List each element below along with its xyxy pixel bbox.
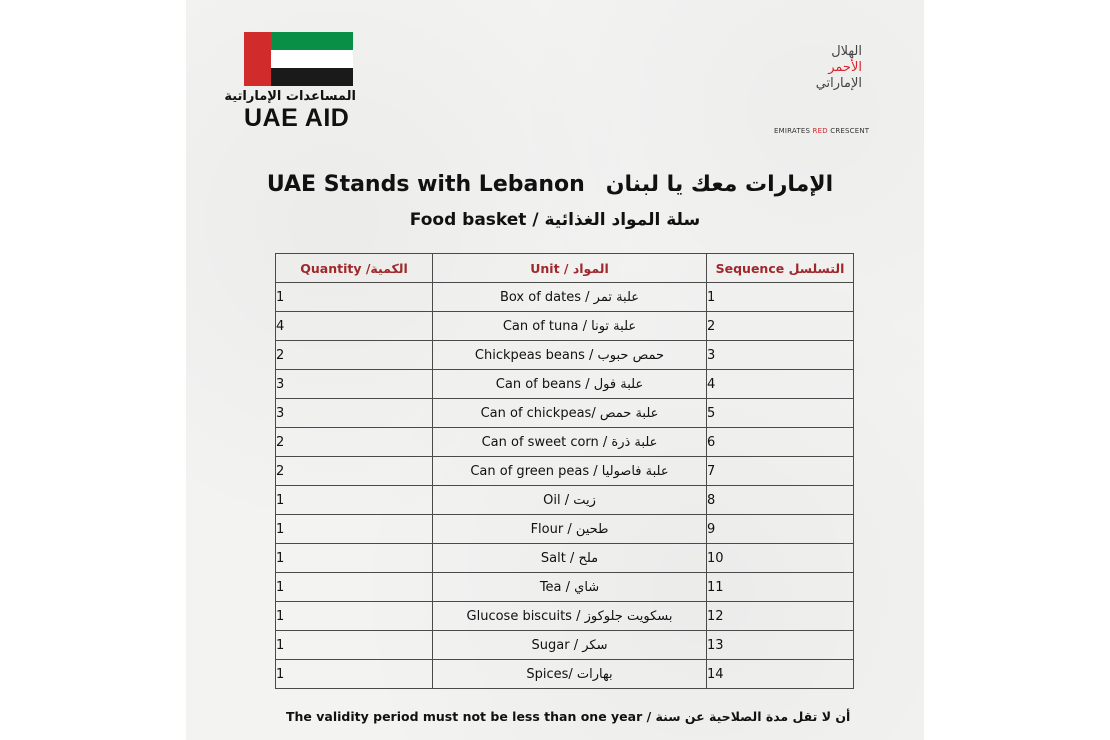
- unit-cell: Can of sweet corn / علبة ذرة: [433, 428, 707, 457]
- quantity-cell: 1: [276, 515, 433, 544]
- table-row: [276, 457, 854, 486]
- sequence-cell: 4: [707, 370, 854, 399]
- red-crescent-arabic-name: [802, 44, 862, 92]
- page-title: [250, 172, 850, 197]
- table-row: [276, 515, 854, 544]
- quantity-cell: 1: [276, 486, 433, 515]
- uae-aid-logo: [224, 32, 356, 132]
- table-row: [276, 602, 854, 631]
- table-row: [276, 370, 854, 399]
- sequence-cell: 1: [707, 283, 854, 312]
- table-row: [276, 486, 854, 515]
- table-row: [276, 660, 854, 689]
- validity-footnote: The validity period must not be less than one year / أن لا تقل مدة الصلاحية عن سنة: [286, 709, 851, 724]
- unit-cell: Can of green peas / علبة فاصوليا: [433, 457, 707, 486]
- unit-cell: Flour / طحين: [433, 515, 707, 544]
- title-english: UAE Stands with Lebanon: [266, 172, 585, 197]
- unit-cell: Glucose biscuits / بسكويت جلوكوز: [433, 602, 707, 631]
- unit-cell: Box of dates / علبة تمر: [433, 283, 707, 312]
- sequence-cell: 7: [707, 457, 854, 486]
- quantity-cell: 1: [276, 602, 433, 631]
- quantity-cell: 1: [276, 573, 433, 602]
- quantity-cell: 2: [276, 341, 433, 370]
- unit-cell: Can of tuna / علبة تونا: [433, 312, 707, 341]
- quantity-cell: 2: [276, 428, 433, 457]
- page-subtitle: Food basket / سلة المواد الغذائية: [409, 210, 701, 230]
- unit-cell: Spices/ بهارات: [433, 660, 707, 689]
- table-row: [276, 428, 854, 457]
- table-row: [276, 399, 854, 428]
- quantity-cell: 4: [276, 312, 433, 341]
- header-unit: Unit / المواد: [433, 254, 707, 283]
- sequence-cell: 5: [707, 399, 854, 428]
- sequence-cell: 9: [707, 515, 854, 544]
- sequence-cell: 2: [707, 312, 854, 341]
- sequence-cell: 8: [707, 486, 854, 515]
- table-row: [276, 341, 854, 370]
- rc-arabic-line-2: الأحمر: [828, 60, 862, 75]
- unit-cell: Salt / ملح: [433, 544, 707, 573]
- table-row: [276, 283, 854, 312]
- unit-cell: Tea / شاي: [433, 573, 707, 602]
- quantity-cell: 1: [276, 283, 433, 312]
- emirates-red-crescent-logo: [774, 20, 868, 142]
- uae-aid-arabic-name: المساعدات الإماراتية: [224, 89, 356, 104]
- uae-flag-icon: [244, 32, 353, 86]
- quantity-cell: 3: [276, 399, 433, 428]
- sequence-cell: 10: [707, 544, 854, 573]
- header-sequence: Sequence التسلسل: [707, 254, 854, 283]
- sequence-cell: 13: [707, 631, 854, 660]
- header-quantity: Quantity /الكمية: [276, 254, 433, 283]
- rc-english-red: RED: [812, 127, 828, 135]
- food-basket-table: [275, 253, 854, 689]
- table-row: [276, 573, 854, 602]
- unit-cell: Can of chickpeas/ علبة حمص: [433, 399, 707, 428]
- uae-aid-english-name: UAE AID: [244, 104, 350, 132]
- table-header-row: [276, 254, 854, 283]
- unit-cell: Sugar / سكر: [433, 631, 707, 660]
- sequence-cell: 3: [707, 341, 854, 370]
- table-row: [276, 544, 854, 573]
- sequence-cell: 11: [707, 573, 854, 602]
- sequence-cell: 6: [707, 428, 854, 457]
- title-arabic: الإمارات معك يا لبنان: [605, 172, 834, 197]
- unit-cell: Oil / زيت: [433, 486, 707, 515]
- rc-english-part-2: CRESCENT: [827, 127, 870, 135]
- quantity-cell: 1: [276, 631, 433, 660]
- quantity-cell: 1: [276, 660, 433, 689]
- unit-cell: Can of beans / علبة فول: [433, 370, 707, 399]
- rc-arabic-line-1: الهلال: [831, 44, 862, 59]
- quantity-cell: 3: [276, 370, 433, 399]
- sequence-cell: 14: [707, 660, 854, 689]
- table-row: [276, 312, 854, 341]
- quantity-cell: 2: [276, 457, 433, 486]
- rc-english-part-1: EMIRATES: [774, 127, 813, 135]
- quantity-cell: 1: [276, 544, 433, 573]
- rc-arabic-line-3: الإماراتي: [815, 76, 862, 91]
- sequence-cell: 12: [707, 602, 854, 631]
- table-row: [276, 631, 854, 660]
- unit-cell: Chickpeas beans / حمص حبوب: [433, 341, 707, 370]
- red-crescent-english-name: [774, 127, 868, 135]
